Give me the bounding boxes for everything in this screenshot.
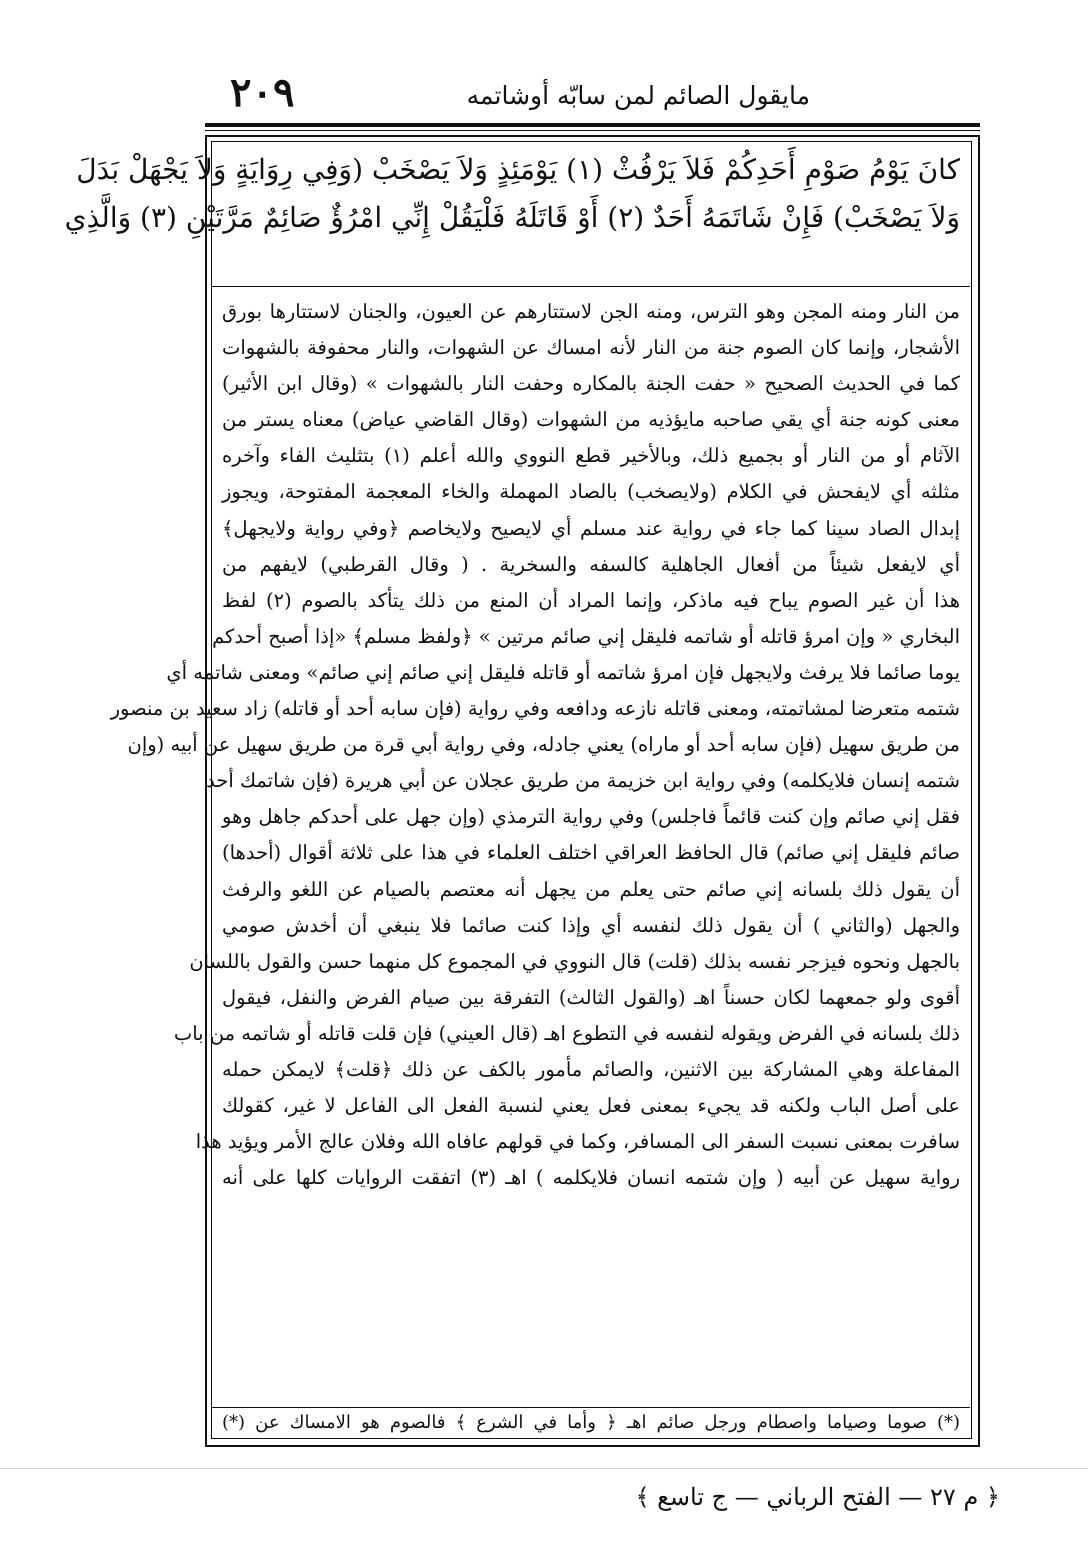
footnote-separator xyxy=(212,1407,970,1408)
commentary-line: ذلك بلسانه في الفرض ويقوله لنفسه في التطوع اهـ (قال العيني) فإن قلت قاتله أو شاتمه من باب xyxy=(173,1021,960,1045)
scan-line xyxy=(0,1468,1088,1469)
commentary-line xyxy=(222,1269,960,1305)
commentary-line: أن يقول ذلك بلسانه إني صائم حتى يعلم من يجهل أنه معتصم بالصيام عن اللغو والرفث xyxy=(222,877,960,901)
commentary-line: من طريق سهيل (فإن سابه أحد أو ماراه) يعني جادله، وفي رواية أبي قرة من طريق سهيل عن أبيه (وإن xyxy=(127,733,960,757)
commentary-line: صائم فليقل إني صائم) قال الحافظ العراقي اختلف العلماء في هذا على ثلاثة أقوال (أحدها) xyxy=(222,841,960,865)
commentary-line: رواية سهيل عن أبيه ( وإن شتمه انسان فلايكلمه ) اهـ (٣) اتفقت الروايات كلها على أنه xyxy=(222,1166,961,1190)
commentary-line: شتمه متعرضا لمشاتمته، ومعنى قاتله نازعه ودافعه وفي رواية (فإن سابه أحد أو قاتله) زاد سعيد بن منصور xyxy=(110,697,960,721)
commentary-line: المفاعلة وهي المشاركة بين الاثنين، والصائم مأمور بالكف عن ذلك ﴿قلت﴾ لايمكن حمله xyxy=(222,1057,960,1081)
commentary-line xyxy=(222,1305,960,1341)
hadith-line: وَلاَ يَصْخَبْ) فَإِنْ شَاتَمَهُ أَحَدٌ (٢) أَوْ قَاتَلَهُ فَلْيَقُلْ إِنِّي امْرُؤٌ صَائِمٌ مَرَّتَيْنِ (٣) وَالَّذِي xyxy=(64,201,960,234)
commentary-line xyxy=(222,1196,960,1232)
hadith-line: كانَ يَوْمُ صَوْمِ أَحَدِكُمْ فَلاَ يَرْفُثْ (١) يَوْمَئِذٍ وَلاَ يَصْخَبْ (وَفِي رِوَايَةٍ وَلاَ يَجْهَلْ بَدَلَ xyxy=(76,153,960,186)
commentary-line: سافرت بمعنى نسبت السفر الى المسافر، وكما في قولهم عافاه الله وفلان عالج الأمر ويؤيد هذا xyxy=(195,1130,960,1154)
footnote: (*) صوما وصياما واصطام ورجل صائم اهـ ﴿ وأما في الشرع ﴾ فالصوم هو الامساك عن (*) xyxy=(222,1412,960,1433)
commentary-line: بالجهل ونحوه فيزجر نفسه بذلك (قلت) قال النووي في المجموع كل منهما حسن والقول باللسان xyxy=(189,949,960,973)
commentary-line: على أصل الباب ولكنه قد يجيء بمعنى فعل يعني لنسبة الفعل الى الفاعل لا غير، كقولك xyxy=(222,1094,960,1118)
commentary-line: يوما صائما فلا يرفث ولايجهل فإن امرؤ شاتمه أو قاتله فليقل إني صائم إني صائم» ومعنى شاتمه أي xyxy=(166,660,960,684)
commentary-line: والجهل (والثاني ) أن يقول ذلك لنفسه أي وإذا كنت صائما فلا ينبغي أن أخدش صومي xyxy=(222,913,960,937)
commentary-line: إبدال الصاد سينا كما جاء في رواية عند مسلم أي لايصيح ولايخاصم ﴿وفي رواية ولايجهل﴾ xyxy=(222,516,960,540)
commentary-line: هذا أن غير الصوم يباح فيه ماذكر، وإنما المراد أن المنع من ذلك يتأكد بالصوم (٢) لفظ xyxy=(222,588,961,612)
commentary-line: الأشجار، وإنما كان الصوم جنة من النار لأنه امساك عن الشهوات، والنار محفوفة بالشهوات xyxy=(222,336,960,360)
header-rule-thick xyxy=(205,123,980,127)
commentary-line: أي لايفعل شيئاً من أفعال الجاهلية كالسفه والسخرية . ( وقال القرطبي) لايفهم من xyxy=(222,552,960,576)
commentary-line: مثلثه أي لايفحش في الكلام (ولايصخب) بالصاد المهملة والخاء المعجمة المفتوحة، ويجوز xyxy=(222,480,960,504)
commentary-text xyxy=(110,294,961,1413)
commentary-line: من النار ومنه المجن وهو الترس، ومنه الجن لاستتارهم عن العيون، والجنان لاستتارها بورق xyxy=(222,300,960,323)
commentary-line: البخاري « وإن امرؤ قاتله أو شاتمه فليقل إني صائم مرتين » ﴿ولفظ مسلم﴾ «إذا أصبح أحدكم xyxy=(212,624,960,648)
commentary-line: أقوى ولو جمعهما لكان حسناً اهـ (والقول الثالث) التفرقة بين صيام الفرض والنفل، فيقول xyxy=(222,985,960,1009)
commentary-line: الآثام أو من النار أو بجميع ذلك، وبالأخير قطع النووي والله أعلم (١) بتثليث الفاء وآخره xyxy=(222,444,960,468)
commentary-line: معنى كونه جنة أي يقي صاحبه مايؤذيه من الشهوات (وقال القاضي عياض) معناه يستر من xyxy=(222,408,960,432)
running-title: مايقول الصائم لمن سابّه أوشاتمه xyxy=(466,81,810,110)
printer-signature: ﴿ م ٢٧ — الفتح الرباني — ج تاسع ﴾ xyxy=(635,1483,1000,1511)
header-rule-thin xyxy=(205,130,980,131)
commentary-line: كما في الحديث الصحيح « حفت الجنة بالمكاره وحفت النار بالشهوات » (وقال ابن الأثير) xyxy=(222,372,960,396)
commentary-line: فقل إني صائم وإن كنت قائماً فاجلس) وفي رواية الترمذي (وإن جهل على أحدكم جاهل وهو xyxy=(222,805,960,829)
hadith-commentary-separator xyxy=(212,286,970,287)
hadith-text xyxy=(64,146,960,242)
commentary-line xyxy=(222,1341,960,1377)
commentary-line: شتمه إنسان فلايكلمه) وفي رواية ابن خزيمة من طريق عجلان عن أبي هريرة (فإن شاتمك أحد xyxy=(206,769,960,793)
commentary-line xyxy=(222,1232,960,1268)
page-number: ٢٠٩ xyxy=(230,69,295,116)
